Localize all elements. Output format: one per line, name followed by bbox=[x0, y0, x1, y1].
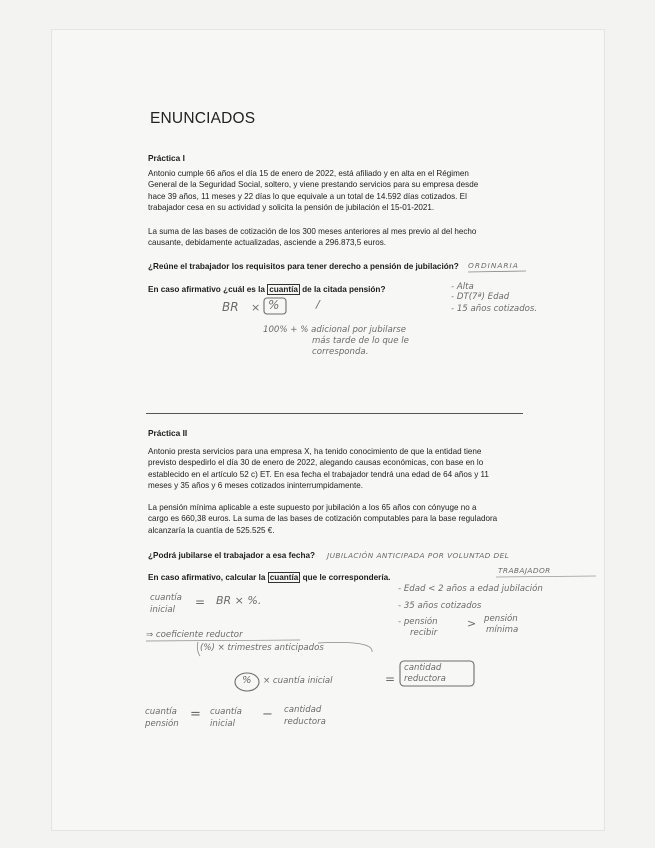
handwritten-trabajador: TRABAJADOR bbox=[498, 566, 551, 575]
practica-2-question-1: ¿Podrá jubilarse el trabajador a esa fecha? bbox=[148, 551, 315, 560]
percent-box-stroke bbox=[264, 298, 286, 314]
handwritten-cuantia-pension-2: pensión bbox=[145, 719, 179, 729]
handwritten-100-percent-line: 100% + % adicional por jubilarse bbox=[263, 325, 407, 335]
handwritten-ci-2: inicial bbox=[210, 719, 235, 729]
handwritten-circled-percent: % bbox=[242, 675, 252, 686]
handwritten-35-anos: - 35 años cotizados bbox=[398, 601, 482, 611]
cantidad-reductora-box-stroke bbox=[400, 661, 474, 686]
trimestres-bracket bbox=[197, 642, 372, 656]
handwritten-dt-edad: - DT(7ª) Edad bbox=[451, 292, 510, 302]
handwritten-jubilacion-anticipada: JUBILACIÓN ANTICIPADA POR VOLUNTAD DEL bbox=[327, 551, 510, 560]
practica-1-question-2: En caso afirmativo ¿cuál es la cuantía de la citada pensión? bbox=[148, 285, 386, 294]
handwritten-alta: - Alta bbox=[451, 282, 474, 292]
handwritten-corresponda-line: corresponda. bbox=[312, 347, 369, 357]
cuantia-boxed-word-2: cuantía bbox=[269, 573, 299, 582]
trabajador-underline bbox=[496, 576, 596, 577]
handwritten-cr-1: cantidad bbox=[284, 705, 322, 715]
handwritten-equals-2: = bbox=[385, 672, 396, 686]
practica-1-paragraph-1: Antonio cumple 66 años el día 15 de enero de 2022, está afiliado y en alta en el Régimen General de la Seguridad Social, soltero, y viene prestando servicios para su empresa desde hace 39 años, 11 meses y 22 días lo que equivale a un total de 14.592 días cotizados. El trabajador cesa en su actividad y solicita la pensión de jubilación el 15-01-2021. bbox=[148, 169, 479, 212]
handwritten-pension-recibir: - pensión bbox=[398, 617, 438, 627]
handwritten-cantidad-reductora-2: reductora bbox=[404, 674, 446, 684]
coeficiente-underline bbox=[146, 640, 300, 641]
handwritten-equals-3: = bbox=[190, 707, 201, 722]
handwritten-cantidad-reductora-1: cantidad bbox=[404, 663, 442, 673]
handwritten-15-anos-cotizados: - 15 años cotizados. bbox=[451, 304, 538, 314]
handwritten-slash: / bbox=[316, 298, 320, 311]
handwritten-cuantia-pension-1: cuantía bbox=[145, 707, 177, 717]
handwritten-cuantia-inicial-2: inicial bbox=[150, 605, 175, 615]
handwritten-cuantia-inicial-1: cuantía bbox=[150, 593, 182, 603]
practica-1-heading: Práctica I bbox=[148, 153, 185, 163]
handwritten-greater-than: > bbox=[467, 617, 477, 630]
practica-1-question-1: ¿Reúne el trabajador los requisitos para tener derecho a pensión de jubilación? bbox=[148, 262, 459, 271]
cuantia-boxed-word: cuantía bbox=[269, 285, 298, 294]
practica-1-paragraph-2: La suma de las bases de cotización de los 300 meses anteriores al mes previo al del hecho causante, debidamente actualizadas, asciende a 296.873,5 euros. bbox=[148, 227, 477, 248]
handwritten-percent-boxed: % bbox=[268, 298, 280, 312]
handwritten-pct-trimestres: (%) × trimestres anticipados bbox=[200, 643, 324, 653]
page-title: ENUNCIADOS bbox=[150, 110, 256, 127]
handwritten-times: × bbox=[251, 301, 261, 314]
handwritten-recibir: recibir bbox=[410, 628, 438, 638]
handwritten-coeficiente-reductor: ⇒ coeficiente reductor bbox=[146, 630, 243, 640]
handwritten-mas-tarde-line: más tarde de lo que le bbox=[312, 336, 409, 346]
ordinaria-underline bbox=[468, 271, 526, 272]
percent-circle-stroke bbox=[235, 673, 259, 691]
handwritten-minima: mínima bbox=[486, 625, 519, 635]
handwritten-times-cuantia-inicial: × cuantía inicial bbox=[263, 676, 333, 686]
practica-2-heading: Práctica II bbox=[148, 428, 188, 438]
handwritten-pension-minima: pensión bbox=[484, 614, 518, 624]
handwritten-equals-1: = bbox=[195, 595, 206, 609]
handwritten-ordinaria: ORDINARIA bbox=[468, 261, 519, 270]
handwritten-ci-1: cuantía bbox=[210, 707, 242, 717]
handwritten-br-percent: BR × %. bbox=[216, 594, 262, 607]
practica-2-paragraph-2: La pensión mínima aplicable a este supuesto por jubilación a los 65 años con cónyuge no a cargo es 660,38 euros. La suma de las bases de cotización computables para la base reguladora alcanzaría la cuantía de 525.525 €. bbox=[148, 503, 498, 535]
handwritten-cr-2: reductora bbox=[284, 717, 326, 727]
handwritten-minus: − bbox=[262, 707, 273, 722]
handwritten-edad-requisito: - Edad < 2 años a edad jubilación bbox=[398, 584, 543, 594]
practica-2-paragraph-1: Antonio presta servicios para una empresa X, ha tenido conocimiento de que la entidad tiene previsto despedirlo el día 30 de enero de 2022, alegando causas económicas, con base en lo establecido en el artículo 52 c) ET. En esa fecha el trabajador tendrá una edad de 64 años y 11 meses y 35 años y 6 meses cotizados ininterrumpidamente. bbox=[148, 447, 489, 490]
practica-2-question-2: En caso afirmativo, calcular la cuantía que le correspondería. bbox=[148, 573, 391, 582]
handwritten-br: BR bbox=[222, 300, 239, 314]
